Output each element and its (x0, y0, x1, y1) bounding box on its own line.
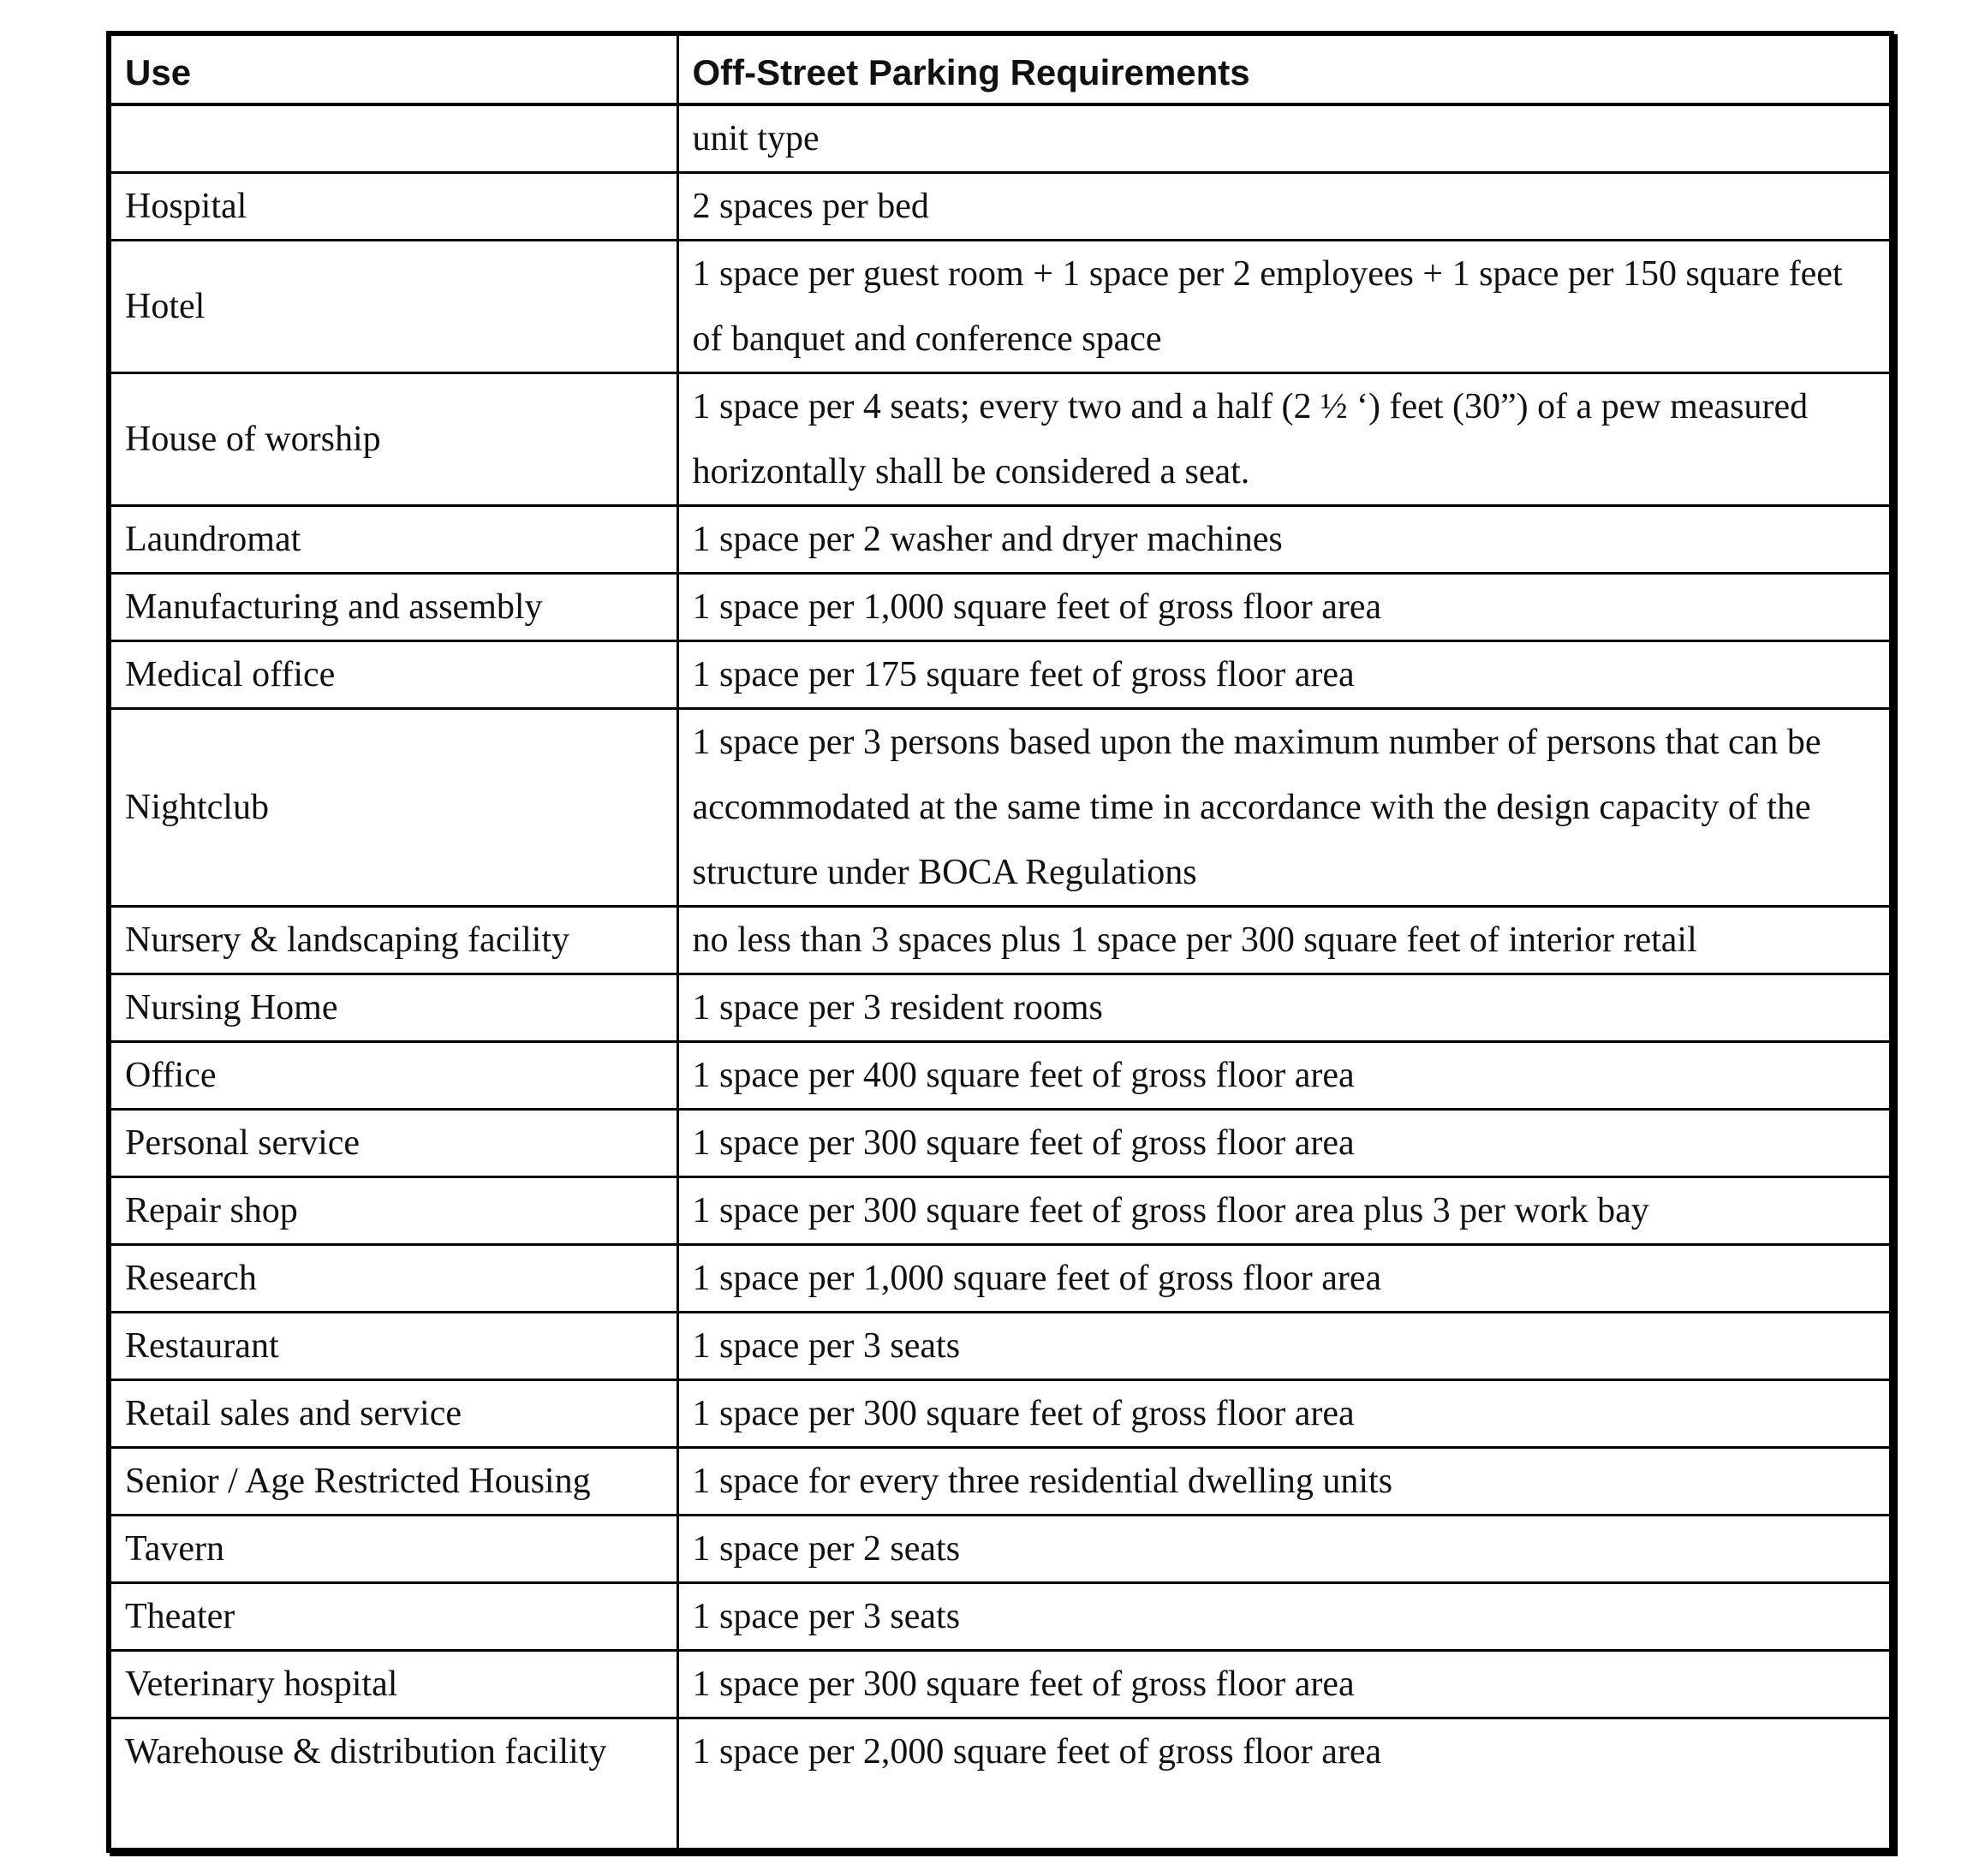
header-requirement: Off-Street Parking Requirements (677, 33, 1892, 104)
table-header-row (109, 33, 1892, 104)
table-row (109, 641, 1892, 709)
requirement-cell: 1 space per 2,000 square feet of gross floor area (677, 1718, 1892, 1851)
requirement-cell: 1 space per 2 seats (677, 1516, 1892, 1583)
use-cell (109, 104, 677, 173)
requirement-cell: 1 space per 3 seats (677, 1583, 1892, 1651)
use-cell: Restaurant (109, 1313, 677, 1380)
table-row (109, 1042, 1892, 1110)
requirement-cell: 1 space per 300 square feet of gross floor area plus 3 per work bay (677, 1177, 1892, 1245)
table-row (109, 241, 1892, 373)
use-cell: Research (109, 1245, 677, 1313)
table-row (109, 709, 1892, 907)
requirement-cell: 1 space per 400 square feet of gross floor area (677, 1042, 1892, 1110)
requirement-cell: 1 space per 3 resident rooms (677, 974, 1892, 1042)
use-cell: Medical office (109, 641, 677, 709)
table-row (109, 1448, 1892, 1516)
table-row (109, 1177, 1892, 1245)
requirement-cell: 1 space per 1,000 square feet of gross floor area (677, 1245, 1892, 1313)
use-cell: Office (109, 1042, 677, 1110)
table-row (109, 1313, 1892, 1380)
use-cell: Manufacturing and assembly (109, 574, 677, 641)
parking-requirements-table (106, 31, 1894, 1853)
table-row (109, 506, 1892, 574)
table-row (109, 1516, 1892, 1583)
table-row (109, 373, 1892, 506)
requirement-cell: 1 space per 300 square feet of gross floor area (677, 1651, 1892, 1718)
table-row (109, 173, 1892, 241)
header-use: Use (109, 33, 677, 104)
requirement-cell: 1 space for every three residential dwelling units (677, 1448, 1892, 1516)
use-cell: Nightclub (109, 709, 677, 907)
table-row (109, 907, 1892, 974)
requirement-cell: 1 space per 3 persons based upon the maximum number of persons that can be accommodated at the same time in accordance with the design capacity of the structure under BOCA Regulations (677, 709, 1892, 907)
use-cell: Senior / Age Restricted Housing (109, 1448, 677, 1516)
requirement-cell: 1 space per 2 washer and dryer machines (677, 506, 1892, 574)
table-row (109, 1245, 1892, 1313)
use-cell: Tavern (109, 1516, 677, 1583)
use-cell: Retail sales and service (109, 1380, 677, 1448)
use-cell: Repair shop (109, 1177, 677, 1245)
use-cell: Theater (109, 1583, 677, 1651)
use-cell: Veterinary hospital (109, 1651, 677, 1718)
table-row (109, 1651, 1892, 1718)
requirement-cell: no less than 3 spaces plus 1 space per 300 square feet of interior retail (677, 907, 1892, 974)
table-row (109, 104, 1892, 173)
table-row (109, 1110, 1892, 1177)
use-cell: Personal service (109, 1110, 677, 1177)
use-cell: Laundromat (109, 506, 677, 574)
use-cell: Warehouse & distribution facility (109, 1718, 677, 1851)
requirement-cell: unit type (677, 104, 1892, 173)
requirement-cell: 1 space per 4 seats; every two and a half (2 ½ ‘) feet (30”) of a pew measured horizontally shall be considered a seat. (677, 373, 1892, 506)
requirement-cell: 1 space per 3 seats (677, 1313, 1892, 1380)
use-cell: Hospital (109, 173, 677, 241)
requirement-cell: 1 space per guest room + 1 space per 2 employees + 1 space per 150 square feet of banquet and conference space (677, 241, 1892, 373)
requirement-cell: 1 space per 300 square feet of gross floor area (677, 1110, 1892, 1177)
use-cell: Hotel (109, 241, 677, 373)
requirement-cell: 1 space per 1,000 square feet of gross floor area (677, 574, 1892, 641)
table-row (109, 1380, 1892, 1448)
table-row (109, 1583, 1892, 1651)
use-cell: Nursing Home (109, 974, 677, 1042)
requirement-cell: 1 space per 175 square feet of gross floor area (677, 641, 1892, 709)
requirement-cell: 1 space per 300 square feet of gross floor area (677, 1380, 1892, 1448)
requirement-cell: 2 spaces per bed (677, 173, 1892, 241)
table-row (109, 574, 1892, 641)
use-cell: Nursery & landscaping facility (109, 907, 677, 974)
use-cell: House of worship (109, 373, 677, 506)
table-row (109, 974, 1892, 1042)
table-row (109, 1718, 1892, 1851)
